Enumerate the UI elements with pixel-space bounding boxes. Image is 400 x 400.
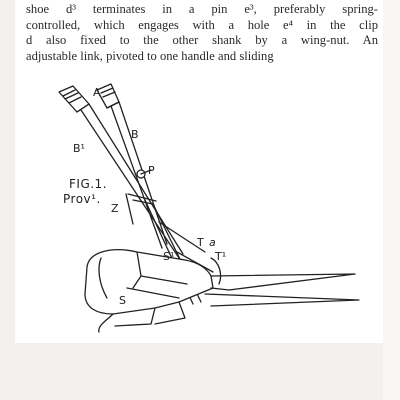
patent-figure <box>15 62 383 343</box>
label-s1: S¹ <box>163 250 175 263</box>
label-t: T <box>197 236 204 249</box>
label-p: P <box>148 164 155 177</box>
figure-subtitle: Prov¹. <box>63 192 101 206</box>
hoof-clamp-drawing <box>85 250 213 332</box>
handle-a-drawing <box>59 86 183 258</box>
label-b: B <box>131 128 139 141</box>
text-line: d also fixed to the other shank by a wing-nut. An <box>26 33 378 47</box>
text-line: adjustable link, pivoted to one handle and sliding <box>26 48 274 63</box>
page-margin <box>383 0 400 400</box>
label-t1: T¹ <box>215 250 227 263</box>
label-b1: B¹ <box>73 142 85 155</box>
label-s: S <box>119 294 126 307</box>
label-a: A <box>93 86 101 99</box>
figure-title: FIG.1. <box>69 177 108 191</box>
text-line: controlled, which engages with a hole e⁴ in the clip <box>26 17 378 32</box>
label-a-small: a <box>209 236 216 249</box>
blades-drawing <box>205 274 359 306</box>
text-line: shoe d³ terminates in a pin e³, preferably spring- <box>26 2 378 16</box>
label-z: Z <box>111 202 119 215</box>
body-text <box>26 2 378 64</box>
